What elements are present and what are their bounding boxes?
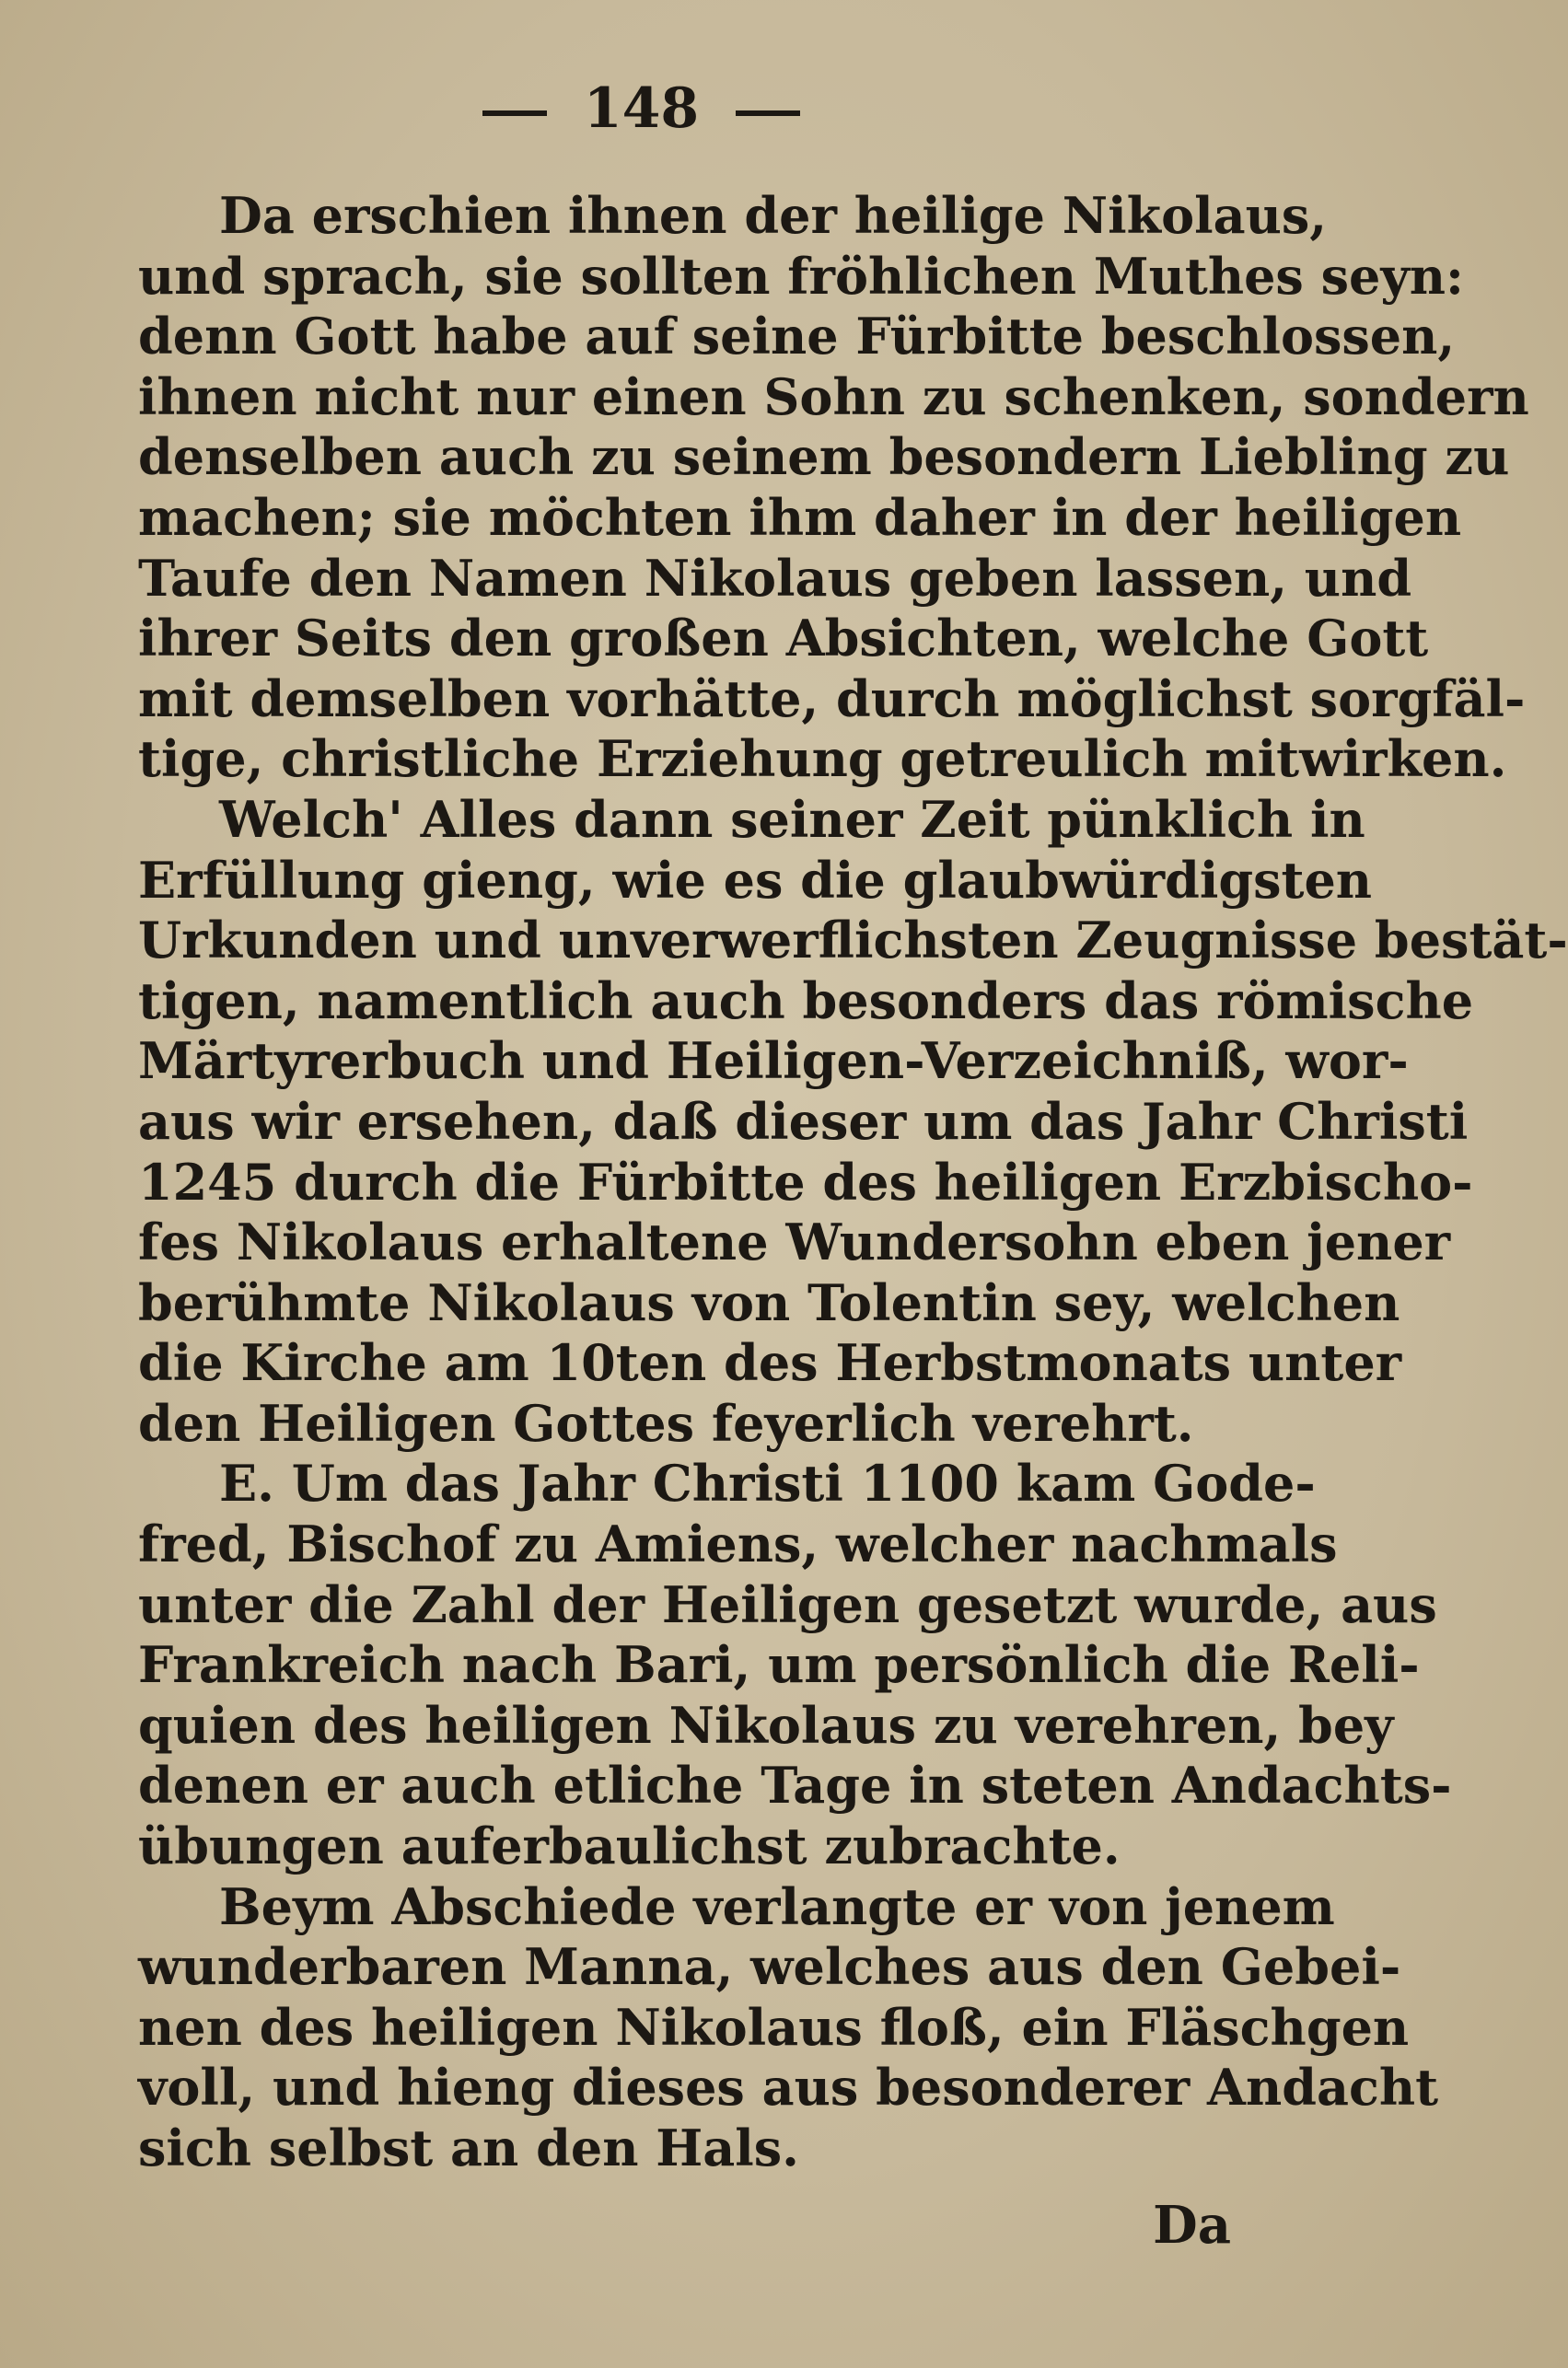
text-line: denen er auch etliche Tage in steten Andachts- bbox=[138, 1756, 1452, 1816]
text-line: Frankreich nach Bari, um persönlich die Reli- bbox=[138, 1635, 1420, 1695]
text-line: Da erschien ihnen der heilige Nikolaus, bbox=[219, 186, 1328, 245]
text-line: Taufe den Namen Nikolaus geben lassen, und bbox=[138, 548, 1412, 608]
text-line: fred, Bischof zu Amiens, welcher nachmals bbox=[138, 1515, 1338, 1574]
page-header bbox=[0, 72, 1283, 145]
text-line: tigen, namentlich auch besonders das römische bbox=[138, 970, 1474, 1030]
header-dash-left bbox=[482, 110, 547, 116]
text-line: nen des heiligen Nikolaus floß, ein Fläschgen bbox=[138, 1997, 1410, 2057]
header-dash-right bbox=[736, 110, 800, 116]
body-text bbox=[138, 186, 1568, 2179]
text-line: Erfüllung gieng, wie es die glaubwürdigsten bbox=[138, 850, 1373, 910]
text-line: E. Um das Jahr Christi 1100 kam Gode- bbox=[219, 1454, 1316, 1514]
text-line: fes Nikolaus erhaltene Wundersohn eben jener bbox=[138, 1213, 1451, 1272]
text-line: Welch' Alles dann seiner Zeit pünklich in bbox=[219, 789, 1365, 849]
text-line: quien des heiligen Nikolaus zu verehren, bey bbox=[138, 1695, 1394, 1755]
page-number: 148 bbox=[583, 76, 700, 141]
text-line: denn Gott habe auf seine Fürbitte beschlossen, bbox=[138, 307, 1456, 366]
text-line: machen; sie möchten ihm daher in der heiligen bbox=[138, 487, 1462, 547]
text-line: mit demselben vorhätte, durch möglichst sorgfäl- bbox=[138, 668, 1526, 728]
text-line: denselben auch zu seinem besondern Liebling zu bbox=[138, 427, 1510, 487]
text-line: ihnen nicht nur einen Sohn zu schenken, sondern bbox=[138, 366, 1529, 426]
text-line: wunderbaren Manna, welches aus den Gebei- bbox=[138, 1937, 1401, 1997]
text-line: berühmte Nikolaus von Tolentin sey, welchen bbox=[138, 1272, 1400, 1332]
text-line: aus wir ersehen, daß dieser um das Jahr Christi bbox=[138, 1091, 1469, 1151]
text-line: sich selbst an den Hals. bbox=[138, 2118, 799, 2177]
text-line: Urkunden und unverwerflichsten Zeugnisse bestät- bbox=[138, 911, 1568, 970]
text-line: Beym Abschiede verlangte er von jenem bbox=[219, 1876, 1335, 1936]
text-line: übungen auferbaulichst zubrachte. bbox=[138, 1817, 1121, 1876]
text-line: ihrer Seits den großen Absichten, welche Gott bbox=[138, 609, 1429, 668]
text-line: den Heiligen Gottes feyerlich verehrt. bbox=[138, 1393, 1194, 1453]
text-line: und sprach, sie sollten fröhlichen Muthes seyn: bbox=[138, 246, 1464, 306]
text-line: 1245 durch die Fürbitte des heiligen Erzbischo- bbox=[138, 1152, 1473, 1212]
text-line: tige, christliche Erziehung getreulich mitwirken. bbox=[138, 729, 1507, 789]
catchword: Da bbox=[1153, 2195, 1231, 2256]
text-line: Märtyrerbuch und Heiligen-Verzeichniß, wor- bbox=[138, 1031, 1409, 1091]
text-line: unter die Zahl der Heiligen gesetzt wurde, aus bbox=[138, 1574, 1437, 1634]
text-line: die Kirche am 10ten des Herbstmonats unter bbox=[138, 1333, 1402, 1393]
text-line: voll, und hieng dieses aus besonderer Andacht bbox=[138, 2058, 1439, 2118]
